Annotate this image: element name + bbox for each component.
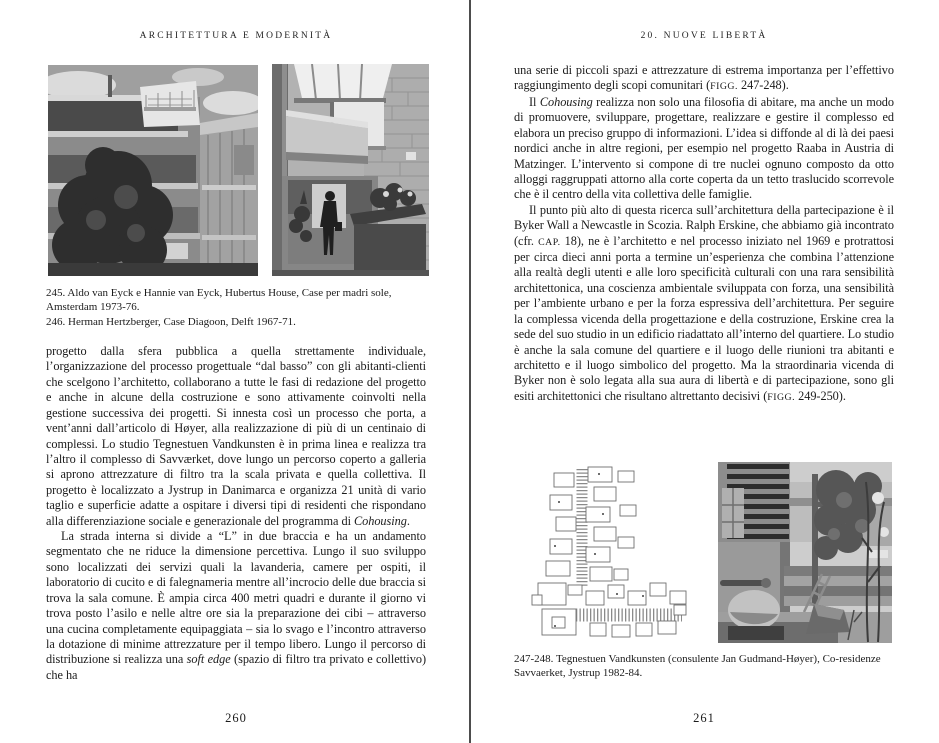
caption-figs-247-248	[514, 652, 894, 681]
running-head-left: ARCHITETTURA E MODERNITÀ	[139, 31, 333, 41]
figures-row-left	[46, 64, 426, 276]
page-gutter-divider	[469, 0, 471, 743]
paragraph: Il Cohousing realizza non solo una filosofia di abitare, ma anche un modo di promuovere, sviluppare, progettare, realizzare e gestire il complesso ed elabora un preciso gruppo di informazioni. L’idea si diffonde al di là dei paesi nordici anche in altre regioni, per esempio nel progetto Raaba in Austria di Matzinger. L’intervento si compone di tre nuclei ognuno composto da otto alloggi raggruppati attorno alla corte coperta da un tetto traslucido scorrevole che è il centro della vita collettiva delle famiglie.	[514, 94, 894, 202]
body-text-right	[514, 63, 894, 405]
photo-hubertus-house	[48, 65, 258, 276]
plan-drawing-savvaerket	[524, 465, 696, 641]
paragraph: Il punto più alto di questa ricerca sull’architettura della partecipazione è il Byker Wall a Newcastle in Scozia. Ralph Erskine, che abbiamo già incontrato (cfr. CAP. 18), ne è l’architetto e nel processo iniziato nel 1969 e protrattosi per circa dieci anni porta a termine un’esperienza che combina l’attenzione alla realtà degli utenti e alle loro specificità culturali con una rara sensibilità architettonica, una coscienza ambientale sviluppata con forza, una sensibilità per l’ambiente urbano e per la forza espressiva dell’architettura. Per seguire la complessa vicenda della progettazione e della costruzione, Erskine crea la sede del suo studio in un edificio riadattato all’interno del quartiere. Lo studio è anche la sala comune del quartiere e il luogo delle riunioni tra abitanti e architetto e il luogo simbolico del progetto. Ma la straordinaria vicenda di Byker non è solo legata alla sua aura di libertà e di partecipazione, sono gli esiti architettonici che risultano altrettanto decisivi (FIGG. 249-250).	[514, 202, 895, 403]
paragraph: La strada interna si divide a “L” in due braccia e ha un andamento segmentato che ne riduce la dimensione percettiva. Lungo il suo sviluppo sono localizzati dei servizi quali la lavanderia, camere per ospiti, il laboratorio di cucito e di falegnameria mentre all’incrocio delle due braccia si trova la sala comune. È ampia circa 400 metri quadri e durante il giorno vi trova posto l’asilo e nelle altre ore sia la preparazione dei cibi – attraverso una cucina completamente equipaggiata – sia lo svago e l’incontro attraverso la dotazione di minime attrezzature per il tempo libero. Lungo il percorso di distribuzione si realizza una soft edge (spazio di filtro tra privato e collettivo) che ha	[46, 529, 426, 682]
page-number-right: 261	[693, 711, 715, 725]
paragraph: 245. Aldo van Eyck e Hannie van Eyck, Hubertus House, Case per madri sole, Amsterdam 1973-76.	[46, 287, 392, 314]
paragraph: 247-248. Tegnestuen Vandkunsten (consulente Jan Gudmand-Høyer), Co-residenze Savvaerket, Jystrup 1982-84.	[514, 653, 881, 680]
figures-row-right	[514, 462, 894, 644]
caption-figs-245-246	[46, 286, 426, 329]
page-number-left: 260	[225, 711, 247, 725]
page-right	[514, 0, 894, 743]
paragraph: una serie di piccoli spazi e attrezzature di estrema importanza per l’effettivo raggiungimento degli scopi comunitari (FIGG. 247-248).	[514, 63, 894, 93]
running-head-right: 20. NUOVE LIBERTÀ	[640, 31, 768, 41]
paragraph: progetto dalla sfera pubblica a quella strettamente individuale, l’organizzazione del processo progettuale “dal basso” con gli abitanti-clienti che scelgono l’architetto, collaborano a tutte le fasi di redazione del progetto e anche in alcune della costruzione e sono attivamente coinvolti nella gestione successiva dei progetti. Si innesta così un processo che porta, a vent’anni dall’articolo di Høyer, alla realizzazione di più di un centinaio di complessi. Lo studio Tegnestuen Vandkunsten è in prima linea e realizza tra l’altro il complesso di Savværket, dove lungo un percorso coperto a galleria si aprono attrezzature di filtro tra la scala privata e quella collettiva. Il progetto è localizzato a Jystrup in Danimarca e organizza 21 unità di vario taglio e superficie adatte a ospitare i diversi tipi di residenti che rispondano alla differenziazione sociale e generazionale del programma di Cohousing.	[46, 344, 426, 528]
paragraph: 246. Herman Hertzberger, Case Diagoon, Delft 1967-71.	[46, 315, 296, 328]
photo-savvaerket-courtyard	[718, 462, 892, 643]
photo-case-diagoon	[272, 64, 429, 276]
body-text-left	[46, 344, 426, 683]
page-left	[46, 0, 426, 743]
